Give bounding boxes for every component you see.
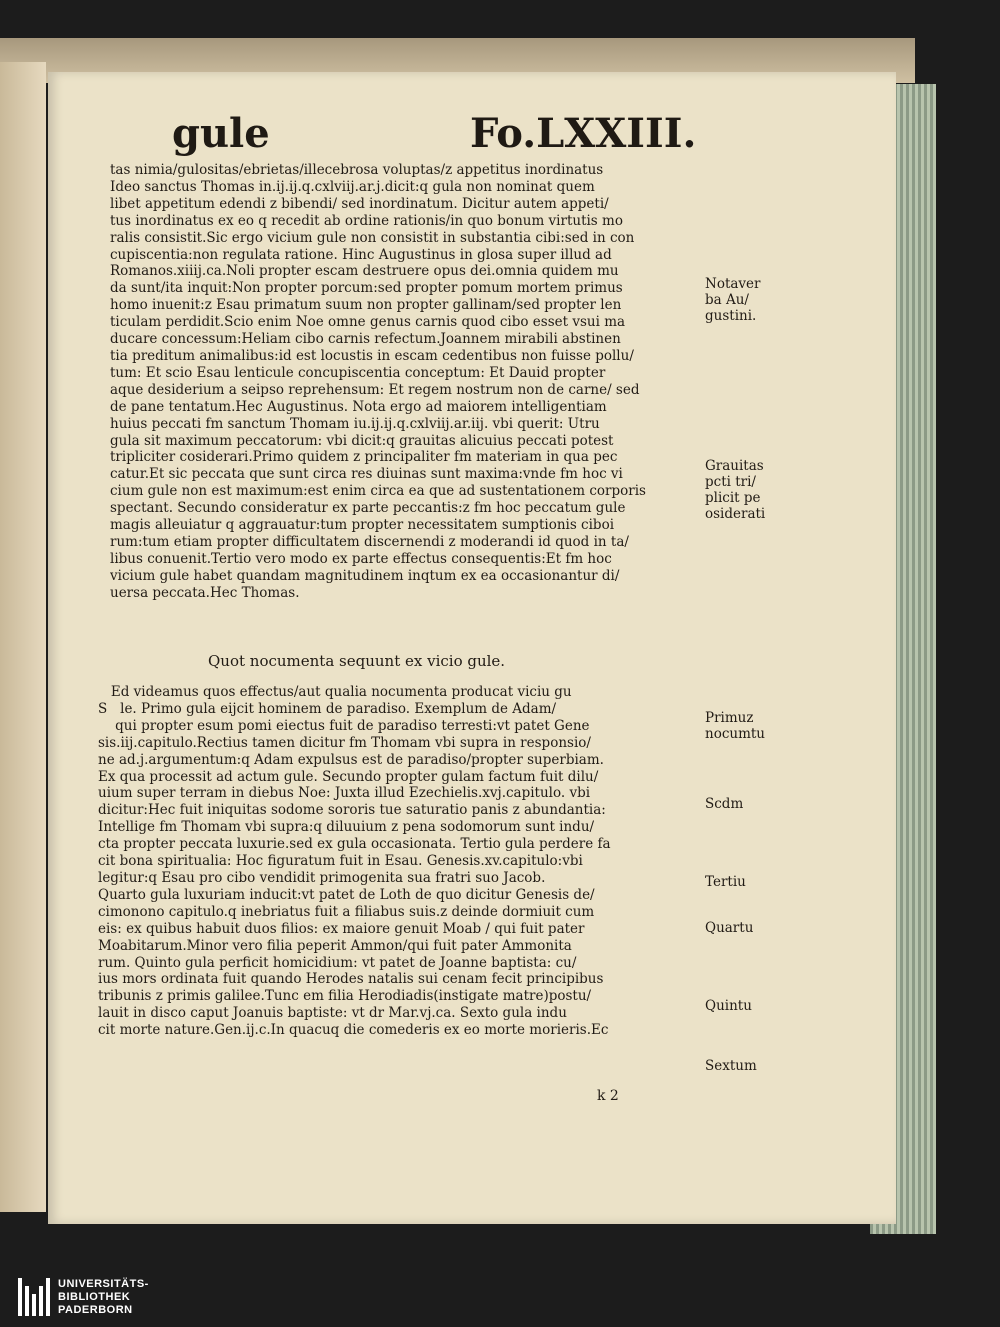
margin-note: Tertiu	[705, 874, 746, 890]
text-line: tas nimia/gulositas/ebrietas/illecebrosa voluptas/z appetitus inordinatus	[110, 162, 604, 178]
margin-note: Notaver ba Au/ gustini.	[705, 276, 761, 324]
page-header	[48, 110, 896, 160]
text-line: tum: Et scio Esau lenticule concupiscentia conceptum: Et Dauid propter	[110, 364, 606, 381]
text-line: de pane tentatum.Hec Augustinus. Nota ergo ad maiorem intelligentiam	[110, 398, 607, 415]
main-text-block	[110, 162, 708, 602]
margin-note: Quintu	[705, 998, 752, 1014]
text-line: Romanos.xiiij.ca.Noli propter escam destruere opus dei.omnia quidem mu	[110, 263, 619, 280]
margin-note: Primuz nocumtu	[705, 710, 765, 742]
text-line: Ideo sanctus Thomas in.ij.ij.q.cxlviij.ar.j.dicit:q gula non nominat quem	[110, 178, 595, 195]
text-line: cium gule non est maximum:est enim circa ea que ad sustentationem corporis	[110, 483, 646, 500]
text-line: cit bona spiritualia: Hoc figuratum fuit in Esau. Genesis.xv.capitulo:vbi	[98, 853, 583, 870]
text-line: libet appetitum edendi z bibendi/ sed inordinatum. Dicitur autem appeti/	[110, 195, 609, 212]
margin-note: Sextum	[705, 1058, 757, 1074]
text-line: ducare concessum:Heliam cibo carnis refectum.Joannem mirabili abstinen	[110, 331, 621, 348]
running-title: gule	[172, 110, 270, 157]
text-line: gula sit maximum peccatorum: vbi dicit:q grauitas alicuius peccati potest	[110, 432, 614, 449]
signature-mark: k 2	[597, 1088, 619, 1104]
text-line: ius mors ordinata fuit quando Herodes natalis sui cenam fecit principibus	[98, 971, 604, 988]
text-line: cta propter peccata luxurie.sed ex gula occasionata. Tertio gula perdere fa	[98, 836, 611, 853]
text-line: vicium gule habet quandam magnitudinem inqtum ex ea occasionantur di/	[110, 567, 620, 584]
margin-note: Scdm	[705, 796, 744, 812]
text-line: cimonono capitulo.q inebriatus fuit a filiabus suis.z deinde dormiuit cum	[98, 903, 595, 920]
text-line: magis alleuiatur q aggrauatur:tum propter necessitatem sumptionis ciboi	[110, 517, 615, 534]
text-line: libus conuenit.Tertio vero modo ex parte effectus consequentis:Et fm hoc	[110, 550, 612, 567]
text-line: tripliciter cosiderari.Primo quidem z principaliter fm materiam in qua pec	[110, 449, 618, 466]
text-line: S le. Primo gula eijcit hominem de paradiso. Exemplum de Adam/	[98, 700, 557, 717]
text-line: aque desiderium a seipso reprehensum: Et regem nostrum non de carne/ sed	[110, 381, 640, 398]
text-line: Ex qua processit ad actum gule. Secundo propter gulam factum fuit dilu/	[98, 768, 599, 785]
text-line: spectant. Secundo consideratur ex parte peccantis:z fm hoc peccatum gule	[110, 500, 626, 517]
folio-number: Fo.LXXIII.	[470, 110, 697, 157]
text-line: eis: ex quibus habuit duos filios: ex maiore genuit Moab / qui fuit pater	[98, 920, 585, 937]
text-line: cit morte nature.Gen.ij.c.In quacuq die comederis ex eo morte morieris.Ec	[98, 1022, 609, 1039]
text-line: Quarto gula luxuriam inducit:vt patet de Loth de quo dicitur Genesis de/	[98, 886, 595, 903]
text-line: da sunt/ita inquit:Non propter porcum:sed propter pomum mortem primus	[110, 280, 623, 297]
text-line: homo inuenit:z Esau primatum suum non propter gallinam/sed propter len	[110, 297, 622, 314]
text-line: qui propter esum pomi eiectus fuit de paradiso terresti:vt patet Gene	[98, 717, 590, 734]
second-text-block	[98, 684, 710, 1039]
text-line: ralis consistit.Sic ergo vicium gule non consistit in substantia cibi:sed in con	[110, 229, 635, 246]
section-heading: Quot nocumenta sequunt ex vicio gule.	[208, 652, 506, 670]
text-line: uium super terram in diebus Noe: Juxta illud Ezechielis.xvj.capitulo. vbi	[98, 785, 591, 802]
text-line: Intellige fm Thomam vbi supra:q diluuium z pena sodomorum sunt indu/	[98, 819, 595, 836]
text-line: tribunis z primis galilee.Tunc em filia Herodiadis(instigate matre)postu/	[98, 988, 592, 1005]
text-line: dicitur:Hec fuit iniquitas sodome sororis tue saturatio panis z abundantia:	[98, 802, 606, 819]
book-page	[48, 72, 896, 1224]
text-line: ticulam perdidit.Scio enim Noe omne genus carnis quod cibo esset vsui ma	[110, 314, 626, 331]
library-logo-icon	[18, 1278, 52, 1316]
text-line: lauit in disco caput Joanuis baptiste: vt dr Mar.vj.ca. Sexto gula indu	[98, 1005, 567, 1022]
text-line: rum:tum etiam propter difficultatem discernendi z moderandi id quod in ta/	[110, 533, 629, 550]
text-line: legitur:q Esau pro cibo vendidit primogenita sua fratri suo Jacob.	[98, 869, 546, 886]
library-logo	[18, 1278, 228, 1318]
text-line: sis.iij.capitulo.Rectius tamen dicitur fm Thomam vbi supra in responsio/	[98, 734, 591, 751]
left-page-edge	[0, 62, 46, 1212]
library-logo-text: UNIVERSITÄTS- BIBLIOTHEK PADERBORN	[58, 1278, 149, 1316]
text-line: tia preditum animalibus:id est locustis in escam cedentibus non fuisse pollu/	[110, 347, 634, 364]
margin-note: Grauitas pcti tri/ plicit pe osiderati	[705, 458, 766, 522]
text-line: uersa peccata.Hec Thomas.	[110, 584, 300, 601]
text-line: rum. Quinto gula perficit homicidium: vt patet de Joanne baptista: cu/	[98, 954, 577, 971]
text-line: Moabitarum.Minor vero filia peperit Ammon/qui fuit pater Ammonita	[98, 937, 572, 954]
text-line: catur.Et sic peccata que sunt circa res diuinas sunt maxima:vnde fm hoc vi	[110, 466, 623, 483]
text-line: cupiscentia:non regulata ratione. Hinc Augustinus in glosa super illud ad	[110, 246, 612, 263]
margin-note: Quartu	[705, 920, 754, 936]
text-line: huius peccati fm sanctum Thomam iu.ij.ij.q.cxlviij.ar.iij. vbi querit: Utru	[110, 415, 600, 432]
text-line: ne ad.j.argumentum:q Adam expulsus est de paradiso/propter superbiam.	[98, 751, 604, 768]
text-line: Ed videamus quos effectus/aut qualia nocumenta producat viciu gu	[98, 684, 572, 700]
text-line: tus inordinatus ex eo q recedit ab ordine rationis/in quo bonum virtutis mo	[110, 212, 623, 229]
